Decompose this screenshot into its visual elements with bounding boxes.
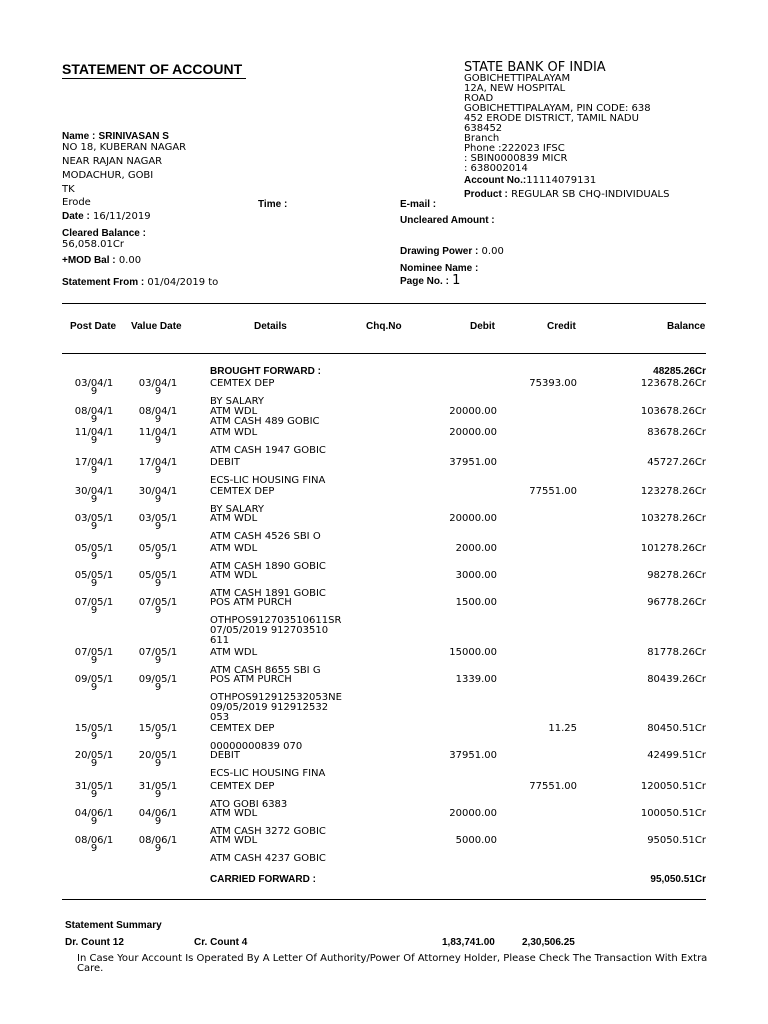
value-date-year: 9 bbox=[154, 789, 162, 800]
balance-amount: 83678.26Cr bbox=[647, 427, 706, 438]
transaction-narration: ATM CASH 3272 GOBIC bbox=[210, 826, 326, 837]
balance-amount: 100050.51Cr bbox=[640, 808, 706, 819]
transaction-details: ATM WDL bbox=[210, 513, 258, 524]
bank-line: 638452 bbox=[464, 123, 503, 134]
value-date-year: 9 bbox=[154, 682, 162, 693]
value-date-year: 9 bbox=[154, 578, 162, 589]
value-date-year: 9 bbox=[154, 655, 162, 666]
summary-title: Statement Summary bbox=[65, 920, 162, 931]
transaction-details: POS ATM PURCH bbox=[210, 674, 292, 685]
transaction-narration: BY SALARY bbox=[210, 396, 265, 407]
balance-amount: 120050.51Cr bbox=[640, 781, 706, 792]
date-label: Date : bbox=[62, 211, 90, 222]
header-debit: Debit bbox=[470, 321, 495, 332]
account-number: 11114079131 bbox=[526, 175, 597, 186]
post-date-year: 9 bbox=[90, 843, 98, 854]
drawing-power-value: 0.00 bbox=[481, 246, 504, 257]
post-date: 07/05/1 bbox=[74, 597, 114, 608]
post-date: 03/04/1 bbox=[74, 378, 114, 389]
date-value: 16/11/2019 bbox=[92, 211, 151, 222]
post-date: 15/05/1 bbox=[74, 723, 114, 734]
value-date: 08/04/1 bbox=[138, 406, 178, 417]
carried-forward-balance: 95,050.51Cr bbox=[650, 874, 706, 885]
balance-amount: 103678.26Cr bbox=[640, 406, 706, 417]
transaction-narration: ATM CASH 4526 SBI O bbox=[210, 531, 321, 542]
header-post-date: Post Date bbox=[70, 321, 117, 332]
value-date-year: 9 bbox=[154, 435, 162, 446]
uncleared-label: Uncleared Amount : bbox=[400, 215, 495, 226]
value-date: 15/05/1 bbox=[138, 723, 178, 734]
transaction-narration: BY SALARY bbox=[210, 504, 265, 515]
debit-amount: 5000.00 bbox=[455, 835, 497, 846]
value-date: 08/06/1 bbox=[138, 835, 178, 846]
table-bottom-rule bbox=[62, 899, 706, 900]
page-label: Page No. : bbox=[400, 276, 449, 287]
transaction-narration: ATM CASH 1947 GOBIC bbox=[210, 445, 326, 456]
transaction-narration: 053 bbox=[210, 712, 230, 723]
mod-label: +MOD Bal : bbox=[62, 255, 116, 266]
bank-line: GOBICHETTIPALAYAM, PIN CODE: 638 bbox=[464, 103, 651, 114]
drawing-power-label: Drawing Power : bbox=[400, 246, 479, 257]
value-date: 30/04/1 bbox=[138, 486, 178, 497]
post-date-year: 9 bbox=[90, 386, 98, 397]
post-date-year: 9 bbox=[90, 731, 98, 742]
value-date-year: 9 bbox=[154, 521, 162, 532]
post-date: 07/05/1 bbox=[74, 647, 114, 658]
value-date: 17/04/1 bbox=[138, 457, 178, 468]
mod-value: 0.00 bbox=[118, 255, 142, 266]
value-date: 07/05/1 bbox=[138, 647, 178, 658]
balance-amount: 96778.26Cr bbox=[647, 597, 706, 608]
value-date: 31/05/1 bbox=[138, 781, 178, 792]
post-date: 11/04/1 bbox=[74, 427, 114, 438]
address-line: TK bbox=[62, 184, 75, 195]
post-date: 31/05/1 bbox=[74, 781, 114, 792]
post-date-year: 9 bbox=[90, 435, 98, 446]
header-value-date: Value Date bbox=[131, 321, 182, 332]
customer-name: SRINIVASAN S bbox=[98, 131, 169, 142]
balance-amount: 95050.51Cr bbox=[647, 835, 706, 846]
transaction-narration: OTHPOS912912532053NE bbox=[210, 692, 342, 703]
page-number-row bbox=[400, 273, 461, 288]
bank-address-block bbox=[464, 74, 714, 198]
table-header-rule bbox=[62, 353, 706, 354]
post-date-year: 9 bbox=[90, 655, 98, 666]
value-date-year: 9 bbox=[154, 414, 162, 425]
statement-from-value: 01/04/2019 to bbox=[147, 277, 219, 288]
value-date-year: 9 bbox=[154, 758, 162, 769]
header-credit: Credit bbox=[547, 321, 576, 332]
value-date: 05/05/1 bbox=[138, 570, 178, 581]
value-date: 11/04/1 bbox=[138, 427, 178, 438]
debit-amount: 20000.00 bbox=[449, 808, 497, 819]
debit-amount: 20000.00 bbox=[449, 406, 497, 417]
value-date: 09/05/1 bbox=[138, 674, 178, 685]
balance-amount: 45727.26Cr bbox=[647, 457, 706, 468]
address-line: NO 18, KUBERAN NAGAR bbox=[62, 142, 187, 153]
debit-amount: 20000.00 bbox=[449, 513, 497, 524]
page-title: STATEMENT OF ACCOUNT bbox=[62, 61, 243, 77]
balance-amount: 123678.26Cr bbox=[640, 378, 706, 389]
transaction-details: CEMTEX DEP bbox=[210, 723, 275, 734]
transaction-narration: ECS-LIC HOUSING FINA bbox=[210, 475, 326, 486]
address-line: Erode bbox=[62, 197, 91, 208]
balance-amount: 101278.26Cr bbox=[640, 543, 706, 554]
header-balance: Balance bbox=[667, 321, 706, 332]
cleared-balance-label: Cleared Balance : bbox=[62, 228, 146, 239]
statement-from-label: Statement From : bbox=[62, 277, 145, 288]
bank-name: STATE BANK OF INDIA bbox=[464, 60, 606, 75]
transaction-details: CEMTEX DEP bbox=[210, 486, 275, 497]
value-date-year: 9 bbox=[154, 731, 162, 742]
value-date: 20/05/1 bbox=[138, 750, 178, 761]
transaction-narration: ATO GOBI 6383 bbox=[210, 799, 288, 810]
transaction-narration: ECS-LIC HOUSING FINA bbox=[210, 768, 326, 779]
transaction-narration: OTHPOS912703510611SR bbox=[210, 615, 342, 626]
post-date-year: 9 bbox=[90, 758, 98, 769]
post-date: 17/04/1 bbox=[74, 457, 114, 468]
post-date-year: 9 bbox=[90, 521, 98, 532]
value-date: 03/04/1 bbox=[138, 378, 178, 389]
post-date-year: 9 bbox=[90, 494, 98, 505]
value-date-year: 9 bbox=[154, 605, 162, 616]
debit-amount: 37951.00 bbox=[449, 457, 497, 468]
post-date: 05/05/1 bbox=[74, 543, 114, 554]
post-date: 08/04/1 bbox=[74, 406, 114, 417]
balance-amount: 42499.51Cr bbox=[647, 750, 706, 761]
transaction-details: ATM WDL bbox=[210, 570, 258, 581]
product-label: Product : bbox=[464, 189, 508, 198]
post-date-year: 9 bbox=[90, 465, 98, 476]
carried-forward-label: CARRIED FORWARD : bbox=[210, 874, 316, 885]
debit-amount: 1500.00 bbox=[455, 597, 497, 608]
bank-line: : 638002014 bbox=[464, 163, 528, 174]
cleared-balance-value: 56,058.01Cr bbox=[62, 239, 124, 250]
post-date-year: 9 bbox=[90, 789, 98, 800]
bank-line: Branch bbox=[464, 133, 500, 144]
product-row bbox=[464, 190, 669, 198]
transaction-narration: ATM CASH 1890 GOBIC bbox=[210, 561, 326, 572]
post-date: 09/05/1 bbox=[74, 674, 114, 685]
post-date-year: 9 bbox=[90, 414, 98, 425]
balance-amount: 80450.51Cr bbox=[647, 723, 706, 734]
transaction-details: ATM WDL bbox=[210, 406, 258, 417]
bank-line: 12A, NEW HOSPITAL bbox=[464, 83, 566, 94]
brought-forward-label: BROUGHT FORWARD : bbox=[210, 366, 321, 377]
name-label: Name : bbox=[62, 131, 96, 142]
customer-name-row bbox=[62, 132, 169, 142]
balance-amount: 98278.26Cr bbox=[647, 570, 706, 581]
debit-amount: 15000.00 bbox=[449, 647, 497, 658]
balance-amount: 123278.26Cr bbox=[640, 486, 706, 497]
summary-total-debit: 1,83,741.00 bbox=[442, 937, 495, 948]
nominee-label: Nominee Name : bbox=[400, 263, 479, 274]
transaction-narration: 00000000839 070 bbox=[210, 741, 303, 752]
debit-amount: 37951.00 bbox=[449, 750, 497, 761]
transaction-details: ATM WDL bbox=[210, 427, 258, 438]
transaction-details: POS ATM PURCH bbox=[210, 597, 292, 608]
transaction-narration: ATM CASH 4237 GOBIC bbox=[210, 853, 326, 864]
title-underline bbox=[62, 78, 246, 79]
debit-amount: 1339.00 bbox=[455, 674, 497, 685]
debit-amount: 3000.00 bbox=[455, 570, 497, 581]
value-date-year: 9 bbox=[154, 843, 162, 854]
transaction-details: ATM WDL bbox=[210, 647, 258, 658]
value-date: 07/05/1 bbox=[138, 597, 178, 608]
balance-amount: 103278.26Cr bbox=[640, 513, 706, 524]
credit-amount: 77551.00 bbox=[529, 781, 577, 792]
summary-cr-count: Cr. Count 4 bbox=[194, 937, 248, 948]
credit-amount: 11.25 bbox=[548, 723, 577, 734]
page-number: 1 bbox=[452, 273, 461, 288]
statement-from-row bbox=[62, 278, 218, 288]
post-date: 20/05/1 bbox=[74, 750, 114, 761]
value-date-year: 9 bbox=[154, 551, 162, 562]
transaction-details: CEMTEX DEP bbox=[210, 781, 275, 792]
post-date-year: 9 bbox=[90, 816, 98, 827]
transaction-details: ATM WDL bbox=[210, 808, 258, 819]
post-date-year: 9 bbox=[90, 578, 98, 589]
transaction-narration: ATM CASH 8655 SBI G bbox=[210, 665, 321, 676]
value-date-year: 9 bbox=[154, 386, 162, 397]
value-date: 05/05/1 bbox=[138, 543, 178, 554]
summary-total-credit: 2,30,506.25 bbox=[522, 937, 575, 948]
transaction-narration: 611 bbox=[210, 635, 230, 646]
bank-line: Phone :222023 IFSC bbox=[464, 143, 565, 154]
bank-line: : SBIN0000839 MICR bbox=[464, 153, 568, 164]
post-date: 30/04/1 bbox=[74, 486, 114, 497]
post-date: 08/06/1 bbox=[74, 835, 114, 846]
time-label: Time : bbox=[258, 199, 288, 210]
authority-note: In Case Your Account Is Operated By A Letter Of Authority/Power Of Attorney Holder, Please Check The Transaction With Extra Care. bbox=[77, 953, 708, 974]
drawing-power-row bbox=[400, 247, 504, 257]
transaction-details: DEBIT bbox=[210, 457, 240, 468]
account-number-row bbox=[464, 176, 596, 186]
table-top-rule bbox=[62, 303, 706, 304]
header-details: Details bbox=[254, 321, 287, 332]
mod-bal-row bbox=[62, 256, 141, 266]
transaction-narration: 07/05/2019 912703510 bbox=[210, 625, 329, 636]
post-date: 04/06/1 bbox=[74, 808, 114, 819]
header-chq-no: Chq.No bbox=[366, 321, 402, 332]
bank-line: GOBICHETTIPALAYAM bbox=[464, 74, 571, 84]
transaction-narration: 09/05/2019 912912532 bbox=[210, 702, 329, 713]
value-date-year: 9 bbox=[154, 465, 162, 476]
address-line: NEAR RAJAN NAGAR bbox=[62, 156, 163, 167]
value-date-year: 9 bbox=[154, 494, 162, 505]
date-row bbox=[62, 212, 151, 222]
brought-forward-balance: 48285.26Cr bbox=[653, 366, 706, 377]
debit-amount: 20000.00 bbox=[449, 427, 497, 438]
post-date-year: 9 bbox=[90, 605, 98, 616]
post-date-year: 9 bbox=[90, 551, 98, 562]
value-date: 03/05/1 bbox=[138, 513, 178, 524]
balance-amount: 80439.26Cr bbox=[647, 674, 706, 685]
post-date: 05/05/1 bbox=[74, 570, 114, 581]
debit-amount: 2000.00 bbox=[455, 543, 497, 554]
post-date: 03/05/1 bbox=[74, 513, 114, 524]
credit-amount: 77551.00 bbox=[529, 486, 577, 497]
post-date-year: 9 bbox=[90, 682, 98, 693]
transaction-narration: ATM CASH 1891 GOBIC bbox=[210, 588, 326, 599]
summary-dr-count: Dr. Count 12 bbox=[65, 937, 124, 948]
transaction-details: ATM WDL bbox=[210, 543, 258, 554]
transaction-details: CEMTEX DEP bbox=[210, 378, 275, 389]
balance-amount: 81778.26Cr bbox=[647, 647, 706, 658]
bank-line: ROAD bbox=[464, 93, 494, 104]
transaction-narration: ATM CASH 489 GOBIC bbox=[210, 416, 320, 427]
transaction-details: DEBIT bbox=[210, 750, 240, 761]
bank-line: 452 ERODE DISTRICT, TAMIL NADU bbox=[464, 113, 639, 124]
value-date: 04/06/1 bbox=[138, 808, 178, 819]
product-value: REGULAR SB CHQ-INDIVIDUALS bbox=[511, 189, 670, 198]
account-label: Account No.: bbox=[464, 175, 527, 186]
value-date-year: 9 bbox=[154, 816, 162, 827]
address-line: MODACHUR, GOBI bbox=[62, 170, 154, 181]
email-label: E-mail : bbox=[400, 199, 437, 210]
transaction-details: ATM WDL bbox=[210, 835, 258, 846]
credit-amount: 75393.00 bbox=[529, 378, 577, 389]
